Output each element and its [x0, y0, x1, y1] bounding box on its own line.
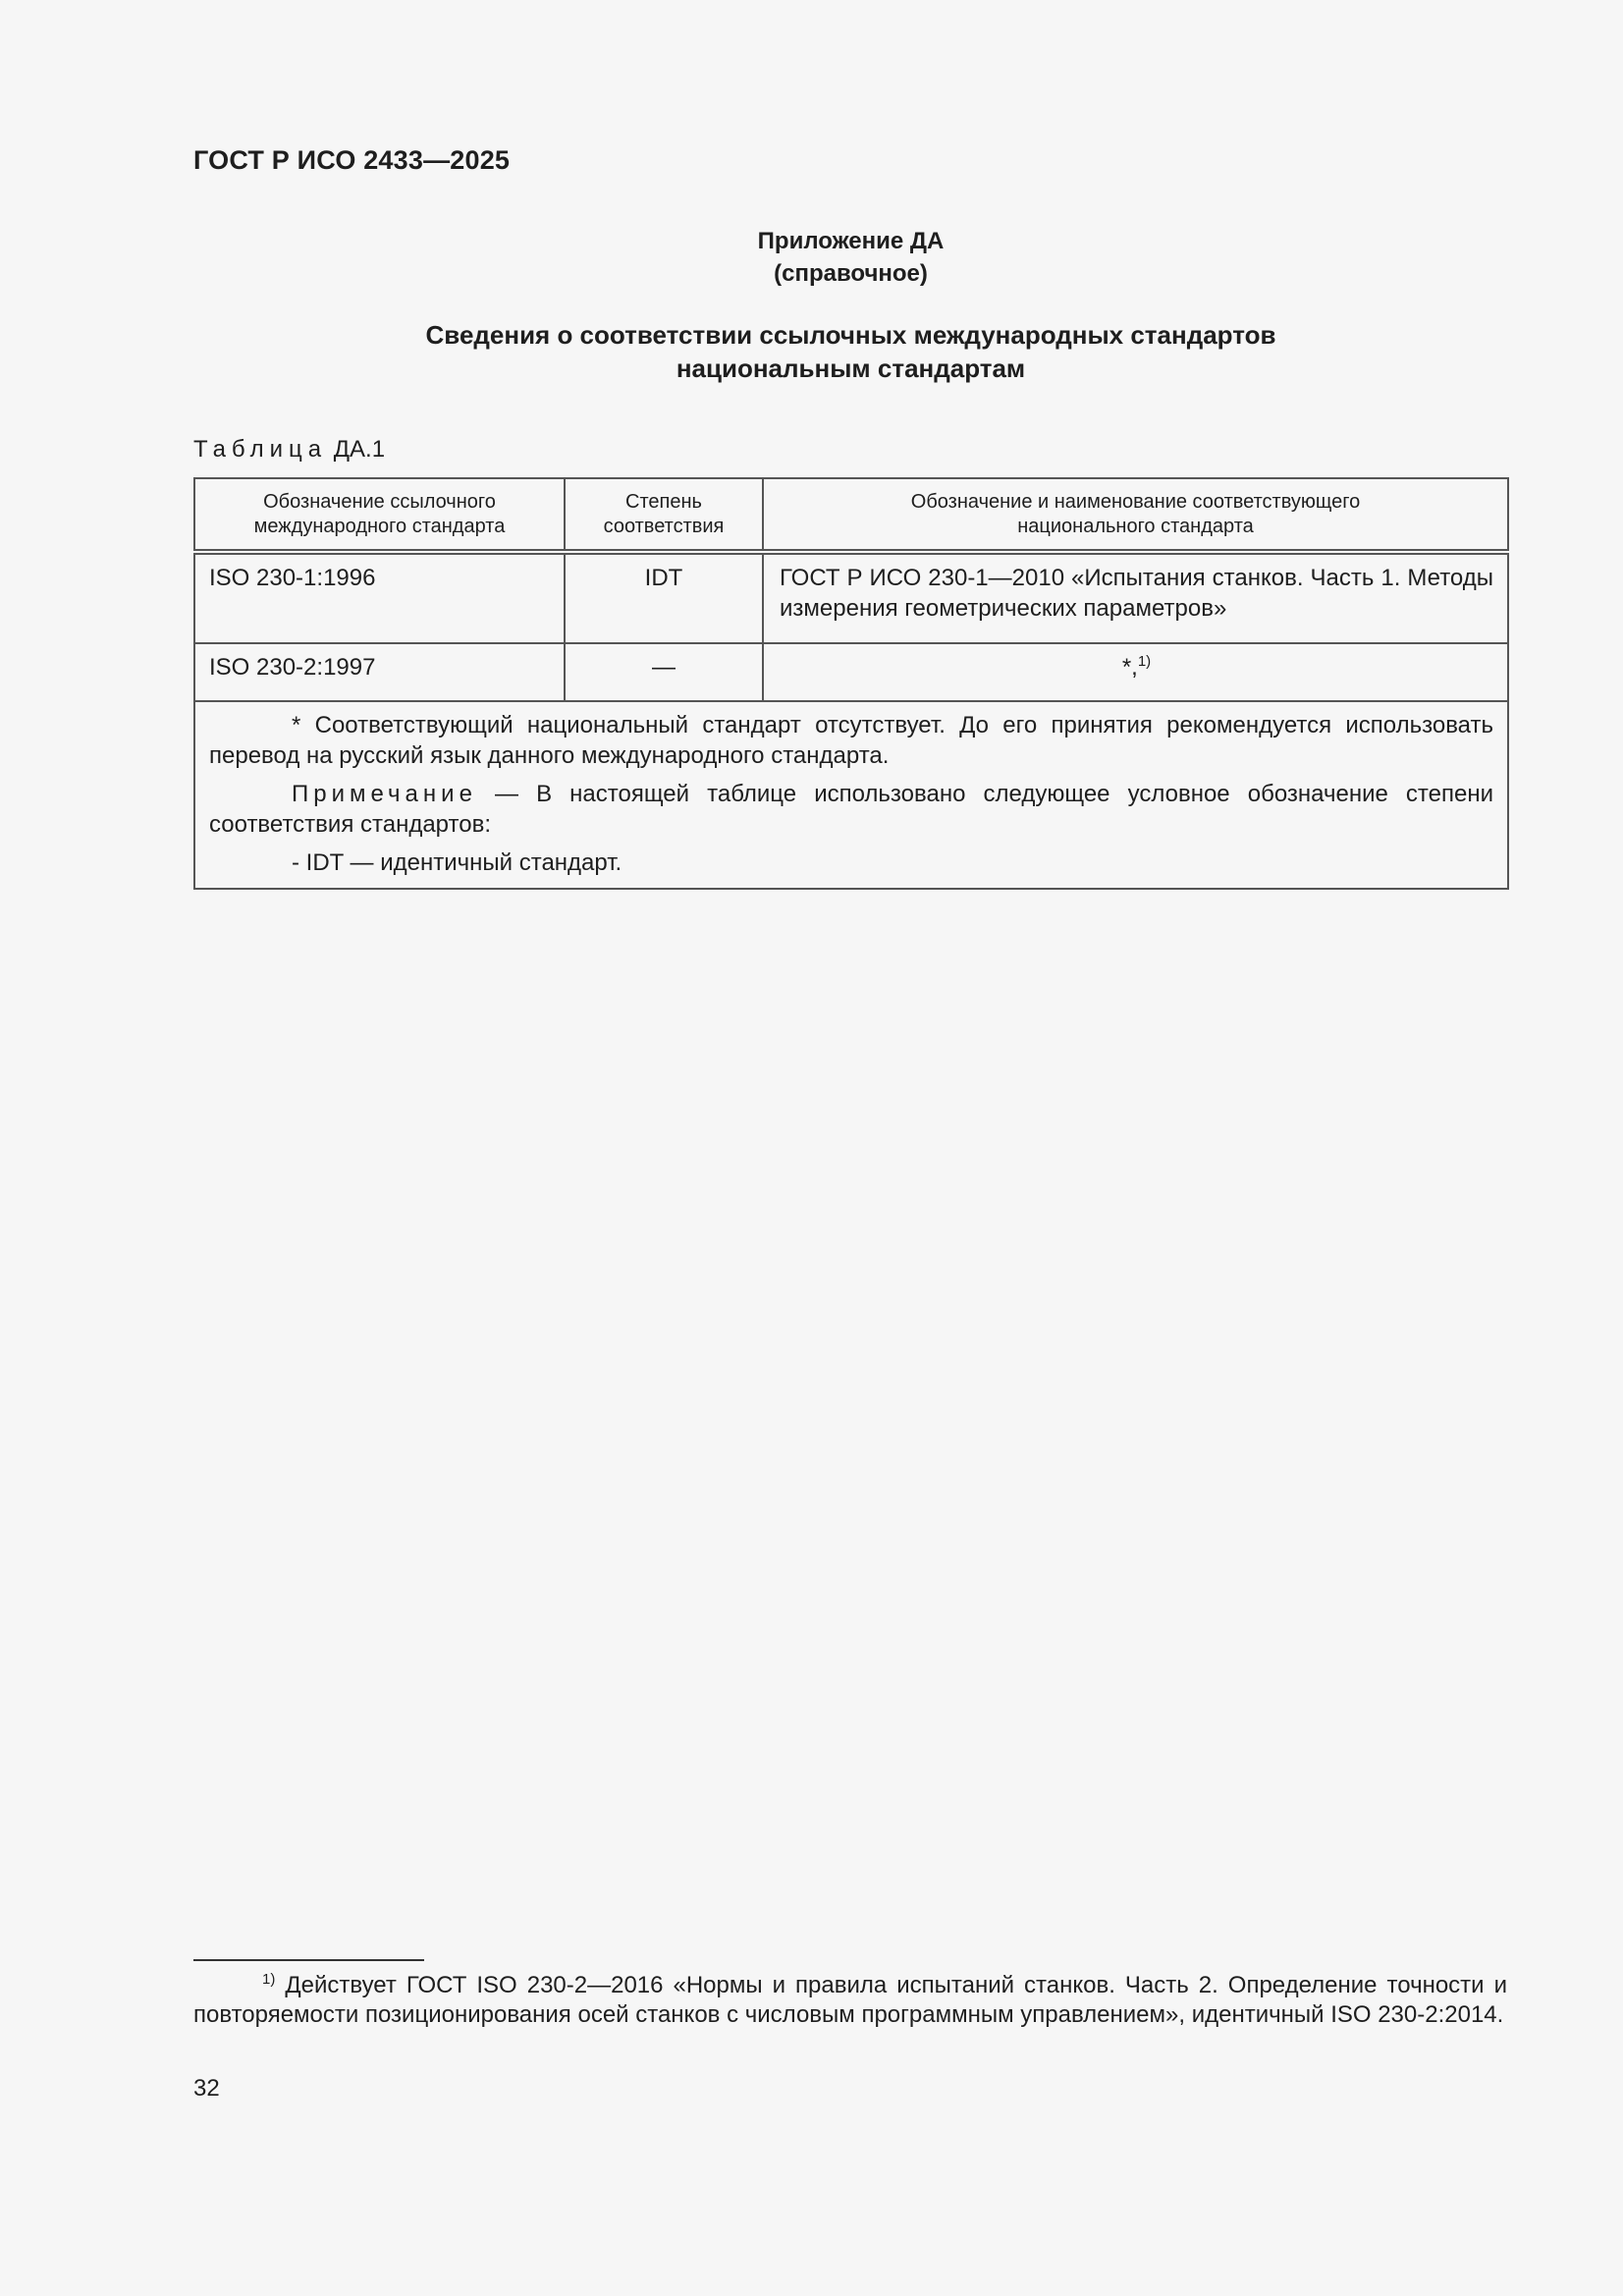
legend-item: - IDT — идентичный стандарт.: [292, 849, 622, 876]
standards-correspondence-table: [193, 477, 1509, 890]
table-row: [194, 643, 1508, 701]
page-number: 32: [193, 2075, 220, 2102]
cell-national-standard: ГОСТ Р ИСО 230-1—2010 «Испытания станков. Часть 1. Методы измерения геометрических параметров»: [763, 552, 1508, 643]
table-notes: [194, 701, 1508, 889]
note-text: — В настоящей таблице использовано следующее условное обозначение степени соответствия стандартов:: [209, 781, 1493, 838]
cell-degree: —: [565, 643, 763, 701]
appendix-type: (справочное): [774, 260, 928, 287]
column-header-international-standard: [194, 478, 565, 552]
column-header-degree: [565, 478, 763, 552]
table-caption: [193, 436, 385, 464]
table-row: [194, 552, 1508, 643]
table-caption-word: Таблица: [193, 436, 328, 463]
table-notes-row: [194, 701, 1508, 889]
section-heading-line2: национальным стандартам: [676, 354, 1026, 383]
column-header-line: Обозначение ссылочного: [263, 490, 496, 513]
column-header-line: соответствия: [603, 515, 725, 537]
footnote-reference: 1): [1137, 653, 1152, 670]
footnote-divider: [193, 1959, 424, 1961]
footnote-mark: 1): [262, 1971, 276, 1988]
column-header-line: Обозначение и наименование соответствующего: [910, 490, 1361, 513]
column-header-national-standard: [763, 478, 1508, 552]
appendix-title: Приложение ДА: [757, 228, 945, 254]
note-label: Примечание: [292, 781, 477, 807]
footnote: [193, 1971, 1507, 2030]
table-caption-id: ДА.1: [333, 436, 386, 463]
column-header-line: Степень: [625, 490, 702, 513]
star-note: * Соответствующий национальный стандарт отсутствует. До его принятия рекомендуется использовать перевод на русский язык данного международного стандарта.: [209, 712, 1493, 769]
cell-degree: IDT: [565, 552, 763, 643]
cell-international-standard: ISO 230-2:1997: [194, 643, 565, 701]
table-header-row: [194, 478, 1508, 552]
column-header-line: национального стандарта: [1017, 515, 1254, 537]
cell-national-standard: [763, 643, 1508, 701]
absent-standard-mark: *,: [1121, 654, 1138, 681]
footnote-text: Действует ГОСТ ISO 230-2—2016 «Нормы и правила испытаний станков. Часть 2. Определение точности и повторяемости позиционирования осей станков с числовым программным управлением», идентичный ISO 230-2:2014.: [193, 1972, 1507, 2028]
column-header-line: международного стандарта: [253, 515, 506, 537]
cell-international-standard: ISO 230-1:1996: [194, 552, 565, 643]
section-heading: [0, 318, 1623, 385]
document-code: ГОСТ Р ИСО 2433—2025: [193, 145, 511, 175]
section-heading-line1: Сведения о соответствии ссылочных международных стандартов: [425, 320, 1276, 350]
note-paragraph: [209, 779, 1493, 840]
